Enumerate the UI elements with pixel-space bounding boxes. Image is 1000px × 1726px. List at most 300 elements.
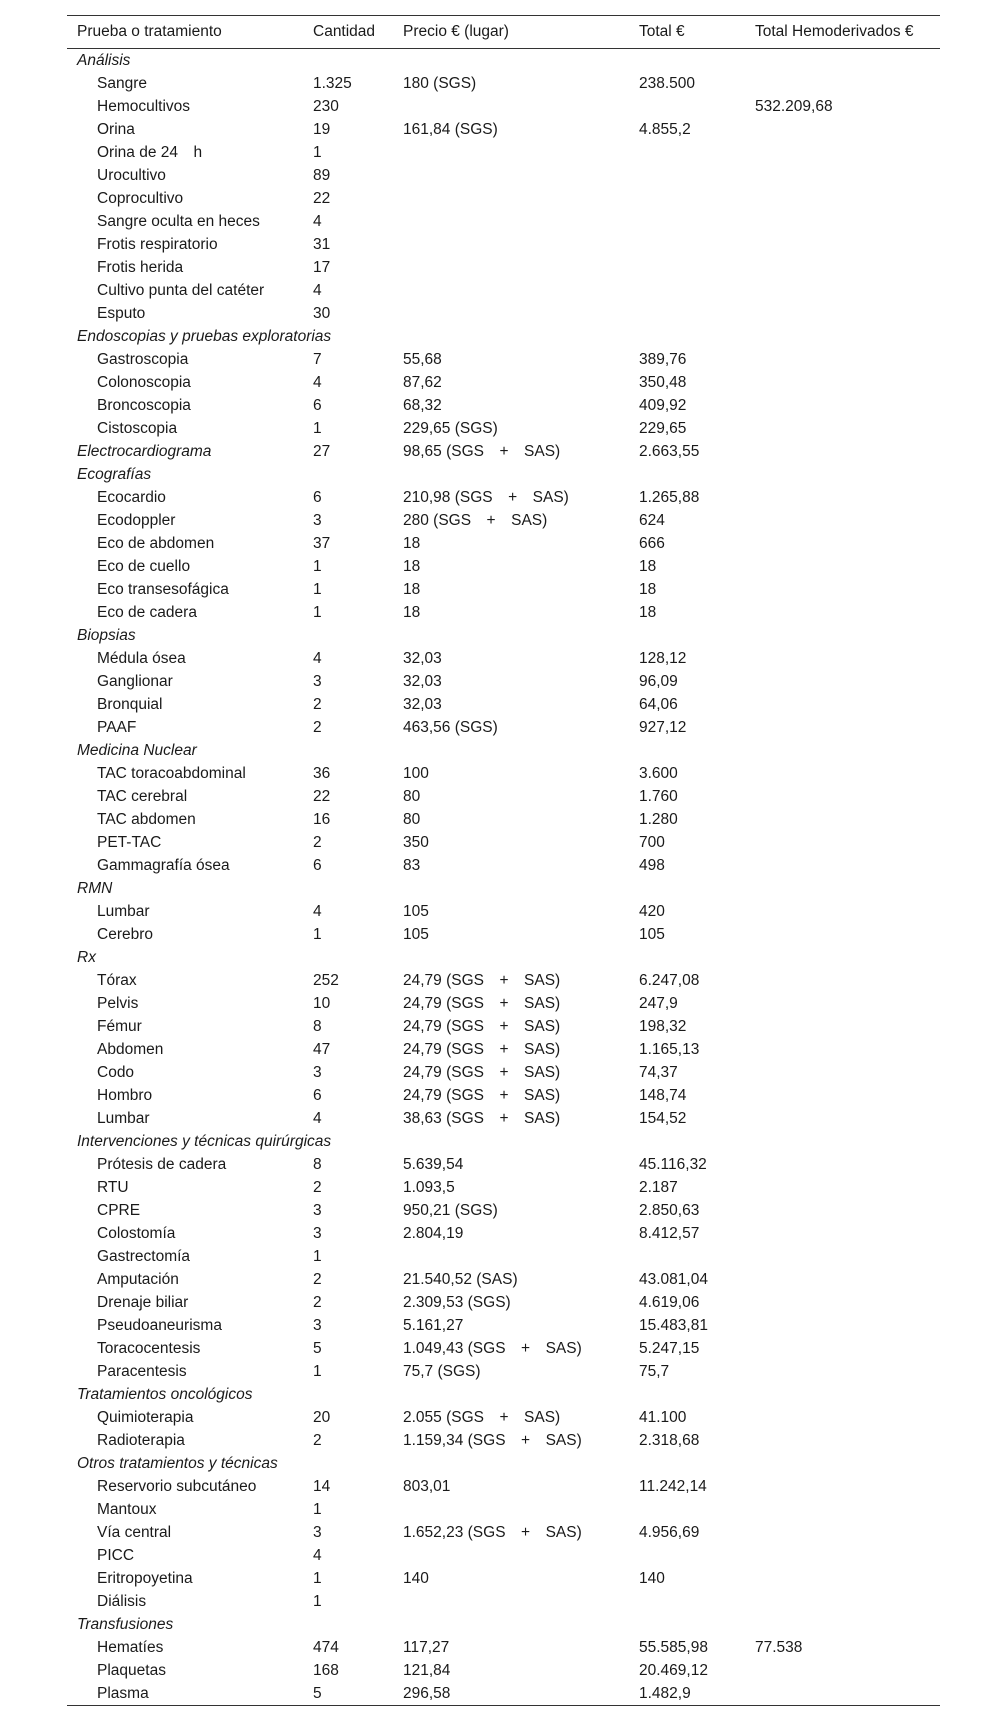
quantity-cell: 1: [313, 604, 322, 621]
total-cell: 1.280: [639, 811, 678, 828]
category-label: Endoscopias y pruebas exploratorias: [77, 328, 332, 345]
quantity-cell: 14: [313, 1478, 331, 1495]
category-row: [67, 739, 940, 762]
price-cell: 950,21 (SGS): [403, 1202, 498, 1219]
total-cell: 229,65: [639, 420, 687, 437]
price-cell: 2.804,19: [403, 1225, 464, 1242]
table-row: [67, 486, 940, 509]
test-name: Frotis herida: [97, 259, 184, 276]
table-row: [67, 1590, 940, 1613]
hemoderivados-cell: [745, 601, 940, 624]
quantity-cell: 2: [313, 1271, 322, 1288]
total-cell: [629, 256, 745, 279]
quantity-cell: 3: [313, 673, 322, 690]
hemoderivados-cell: [745, 1245, 940, 1268]
test-name: Lumbar: [97, 903, 150, 920]
category-row: [67, 1452, 940, 1475]
total-cell: 927,12: [639, 719, 687, 736]
category-row: [67, 325, 940, 348]
quantity-cell: 5: [313, 1685, 322, 1702]
test-name: Hemocultivos: [97, 98, 191, 115]
total-cell: 2.187: [639, 1179, 678, 1196]
total-cell: 2.850,63: [639, 1202, 700, 1219]
header-quantity: Cantidad: [313, 23, 376, 40]
price-cell: 18: [403, 558, 421, 575]
table-row: [67, 900, 940, 923]
test-name: Broncoscopia: [97, 397, 191, 414]
price-cell: 296,58: [403, 1685, 451, 1702]
hemoderivados-cell: [745, 532, 940, 555]
hemoderivados-cell: [745, 1222, 940, 1245]
quantity-cell: 36: [313, 765, 331, 782]
total-cell: 6.247,08: [639, 972, 700, 989]
table-row: [67, 1061, 940, 1084]
total-cell: 55.585,98: [639, 1639, 708, 1656]
test-name: Amputación: [97, 1271, 179, 1288]
quantity-cell: 1: [313, 581, 322, 598]
test-name: Eco de cadera: [97, 604, 197, 621]
category-label: Tratamientos oncológicos: [77, 1386, 253, 1403]
test-name: TAC toracoabdominal: [97, 765, 246, 782]
total-cell: 666: [639, 535, 665, 552]
quantity-cell: 2: [313, 834, 322, 851]
test-name: RTU: [97, 1179, 129, 1196]
hemoderivados-cell: [745, 417, 940, 440]
price-cell: 80: [403, 811, 421, 828]
table-body: [67, 49, 940, 1706]
hemoderivados-cell: [745, 1429, 940, 1452]
test-name: Diálisis: [97, 1593, 147, 1610]
table-row: [67, 1291, 940, 1314]
total-cell: 43.081,04: [639, 1271, 708, 1288]
table-row: [67, 141, 940, 164]
cost-table-container: [67, 15, 940, 1706]
header-test: Prueba o tratamiento: [77, 23, 222, 40]
hemoderivados-cell: [745, 348, 940, 371]
table-row: [67, 831, 940, 854]
hemoderivados-cell: [745, 969, 940, 992]
hemoderivados-cell: [745, 670, 940, 693]
category-row: [67, 49, 940, 73]
table-row: [67, 72, 940, 95]
hemoderivados-cell: [745, 1590, 940, 1613]
table-row: [67, 1544, 940, 1567]
hemoderivados-cell: [745, 164, 940, 187]
price-cell: 24,79 (SGS + SAS): [403, 972, 561, 989]
category-label: Ecografías: [77, 466, 152, 483]
quantity-cell: 17: [313, 259, 331, 276]
table-row: [67, 164, 940, 187]
quantity-cell: 1: [313, 558, 322, 575]
total-cell: [629, 279, 745, 302]
price-cell: 2.309,53 (SGS): [403, 1294, 511, 1311]
table-row: [67, 233, 940, 256]
total-cell: 20.469,12: [639, 1662, 708, 1679]
quantity-cell: 6: [313, 397, 322, 414]
price-cell: 18: [403, 604, 421, 621]
price-cell: 75,7 (SGS): [403, 1363, 481, 1380]
test-name: Pelvis: [97, 995, 139, 1012]
total-cell: 4.619,06: [639, 1294, 700, 1311]
price-cell: [393, 1590, 629, 1613]
quantity-cell: 1: [313, 1501, 322, 1518]
hemoderivados-cell: [745, 118, 940, 141]
quantity-cell: 2: [313, 1179, 322, 1196]
table-row: [67, 923, 940, 946]
test-name: Eritropoyetina: [97, 1570, 193, 1587]
quantity-cell: 89: [313, 167, 331, 184]
table-row: [67, 532, 940, 555]
hemoderivados-cell: [745, 1291, 940, 1314]
price-cell: 100: [403, 765, 429, 782]
quantity-cell: 3: [313, 1317, 322, 1334]
hemoderivados-cell: [745, 302, 940, 325]
hemoderivados-cell: [745, 693, 940, 716]
hemoderivados-cell: [745, 785, 940, 808]
total-cell: 1.482,9: [639, 1685, 691, 1702]
total-cell: [629, 210, 745, 233]
category-row: [67, 946, 940, 969]
quantity-cell: 4: [313, 282, 322, 299]
total-cell: [629, 1498, 745, 1521]
price-cell: 32,03: [403, 673, 442, 690]
table-row: [67, 417, 940, 440]
total-cell: 128,12: [639, 650, 687, 667]
price-cell: 350: [403, 834, 429, 851]
category-row: [67, 1383, 940, 1406]
hemoderivados-cell: [745, 1544, 940, 1567]
hemoderivados-cell: [745, 141, 940, 164]
price-cell: 2.055 (SGS + SAS): [403, 1409, 561, 1426]
quantity-cell: 37: [313, 535, 331, 552]
quantity-cell: 1: [313, 1593, 322, 1610]
table-header: [67, 16, 940, 49]
quantity-cell: 1: [313, 1363, 322, 1380]
price-cell: 1.049,43 (SGS + SAS): [403, 1340, 582, 1357]
test-name: Ecocardio: [97, 489, 166, 506]
quantity-cell: 3: [313, 1524, 322, 1541]
table-row: [67, 187, 940, 210]
test-name: PICC: [97, 1547, 135, 1564]
category-label: RMN: [77, 880, 113, 897]
hemoderivados-cell: [745, 1337, 940, 1360]
table-row: [67, 371, 940, 394]
table-row: [67, 601, 940, 624]
hemoderivados-cell: [745, 1521, 940, 1544]
total-cell: [629, 141, 745, 164]
hemoderivados-cell: [745, 1268, 940, 1291]
total-cell: 8.412,57: [639, 1225, 700, 1242]
test-name: Quimioterapia: [97, 1409, 194, 1426]
price-cell: 24,79 (SGS + SAS): [403, 1018, 561, 1035]
total-cell: 2.318,68: [639, 1432, 700, 1449]
test-name: Mantoux: [97, 1501, 157, 1518]
test-name: Codo: [97, 1064, 135, 1081]
quantity-cell: 3: [313, 1225, 322, 1242]
price-cell: [393, 233, 629, 256]
test-name: Orina de 24 h: [97, 144, 203, 161]
quantity-cell: 16: [313, 811, 331, 828]
price-cell: 21.540,52 (SAS): [403, 1271, 518, 1288]
header-price: Precio € (lugar): [403, 23, 509, 40]
quantity-cell: 1: [313, 1570, 322, 1587]
test-name: Drenaje biliar: [97, 1294, 189, 1311]
test-name: PET-TAC: [97, 834, 162, 851]
header-hemoderivados: Total Hemoderivados €: [755, 23, 914, 40]
quantity-cell: 5: [313, 1340, 322, 1357]
category-label: Intervenciones y técnicas quirúrgicas: [77, 1133, 332, 1150]
hemoderivados-cell: [745, 923, 940, 946]
table-row: [67, 1406, 940, 1429]
test-name: Eco transesofágica: [97, 581, 229, 598]
header-total: Total €: [639, 23, 685, 40]
price-cell: [393, 95, 629, 118]
hemoderivados-cell: [745, 900, 940, 923]
hemoderivados-cell: [745, 992, 940, 1015]
table-row: [67, 1682, 940, 1706]
table-row: [67, 1521, 940, 1544]
test-name: Paracentesis: [97, 1363, 187, 1380]
category-label: Análisis: [77, 52, 131, 69]
hemoderivados-cell: [745, 1406, 940, 1429]
hemoderivados-cell: [745, 440, 940, 463]
table-row: [67, 785, 940, 808]
test-name: Lumbar: [97, 1110, 150, 1127]
quantity-cell: 2: [313, 1294, 322, 1311]
quantity-cell: 474: [313, 1639, 339, 1656]
hemoderivados-cell: [745, 1360, 940, 1383]
hemoderivados-cell: [745, 1084, 940, 1107]
hemoderivados-cell: [745, 1498, 940, 1521]
hemoderivados-cell: [745, 1314, 940, 1337]
hemoderivados-cell: [745, 716, 940, 739]
test-name: Gastroscopia: [97, 351, 189, 368]
hemoderivados-cell: [745, 831, 940, 854]
test-name: Reservorio subcutáneo: [97, 1478, 257, 1495]
price-cell: 117,27: [403, 1639, 450, 1656]
hemoderivados-cell: [745, 279, 940, 302]
category-label: Otros tratamientos y técnicas: [77, 1455, 278, 1472]
hemoderivados-cell: [745, 647, 940, 670]
price-cell: 87,62: [403, 374, 442, 391]
quantity-cell: 30: [313, 305, 331, 322]
total-cell: 11.242,14: [639, 1478, 707, 1495]
quantity-cell: 20: [313, 1409, 331, 1426]
cost-table: [67, 15, 940, 1706]
quantity-cell: 31: [313, 236, 331, 253]
total-cell: 3.600: [639, 765, 678, 782]
price-cell: 1.159,34 (SGS + SAS): [403, 1432, 582, 1449]
price-cell: 1.652,23 (SGS + SAS): [403, 1524, 582, 1541]
table-row: [67, 1475, 940, 1498]
test-name: Ganglionar: [97, 673, 173, 690]
quantity-cell: 22: [313, 788, 331, 805]
price-cell: 180 (SGS): [403, 75, 477, 92]
test-name: Eco de abdomen: [97, 535, 215, 552]
table-row: [67, 1245, 940, 1268]
test-name: Médula ósea: [97, 650, 186, 667]
test-name: Urocultivo: [97, 167, 166, 184]
total-cell: [629, 1590, 745, 1613]
total-cell: 41.100: [639, 1409, 687, 1426]
table-row: [67, 256, 940, 279]
price-cell: 5.161,27: [403, 1317, 464, 1334]
price-cell: 5.639,54: [403, 1156, 464, 1173]
hemoderivados-cell: [745, 1199, 940, 1222]
total-cell: 96,09: [639, 673, 678, 690]
table-row: [67, 210, 940, 233]
table-row: [67, 394, 940, 417]
total-cell: 18: [639, 581, 657, 598]
price-cell: 80: [403, 788, 421, 805]
total-cell: 45.116,32: [639, 1156, 707, 1173]
table-row: [67, 279, 940, 302]
price-cell: 280 (SGS + SAS): [403, 512, 548, 529]
quantity-cell: 3: [313, 1202, 322, 1219]
quantity-cell: 3: [313, 1064, 322, 1081]
category-row: [67, 624, 940, 647]
hemoderivados-cell: [745, 578, 940, 601]
table-row: [67, 1176, 940, 1199]
quantity-cell: 8: [313, 1018, 322, 1035]
price-cell: 24,79 (SGS + SAS): [403, 1087, 561, 1104]
category-label: Rx: [77, 949, 96, 966]
total-cell: [629, 1544, 745, 1567]
table-row: [67, 348, 940, 371]
test-name: Hematíes: [97, 1639, 164, 1656]
table-row: [67, 302, 940, 325]
hemoderivados-cell: [745, 808, 940, 831]
category-label: Biopsias: [77, 627, 136, 644]
quantity-cell: 1: [313, 926, 322, 943]
price-cell: [393, 141, 629, 164]
category-row: [67, 440, 940, 463]
total-cell: [629, 95, 745, 118]
quantity-cell: 6: [313, 489, 322, 506]
quantity-cell: 4: [313, 650, 322, 667]
total-cell: 18: [639, 604, 657, 621]
price-cell: [393, 1498, 629, 1521]
total-cell: [629, 233, 745, 256]
quantity-cell: 4: [313, 213, 322, 230]
quantity-cell: 6: [313, 1087, 322, 1104]
test-name: Cerebro: [97, 926, 153, 943]
quantity-cell: 4: [313, 903, 322, 920]
price-cell: 105: [403, 903, 429, 920]
table-row: [67, 670, 940, 693]
price-cell: 24,79 (SGS + SAS): [403, 1041, 561, 1058]
hemoderivados-cell: [745, 1153, 940, 1176]
hemoderivados-cell: [745, 1061, 940, 1084]
price-cell: [393, 279, 629, 302]
test-name: Gastrectomía: [97, 1248, 191, 1265]
quantity-cell: 6: [313, 857, 322, 874]
hemoderivados-cell: [745, 509, 940, 532]
table-row: [67, 1038, 940, 1061]
price-cell: 105: [403, 926, 429, 943]
test-name: Radioterapia: [97, 1432, 185, 1449]
test-name: Sangre oculta en heces: [97, 213, 260, 230]
table-row: [67, 1199, 940, 1222]
hemoderivados-cell: [745, 233, 940, 256]
test-name: Prótesis de cadera: [97, 1156, 227, 1173]
category-row: [67, 877, 940, 900]
hemoderivados-cell: [745, 1567, 940, 1590]
category-row: [67, 463, 940, 486]
table-row: [67, 1498, 940, 1521]
test-name: Bronquial: [97, 696, 163, 713]
price-cell: 83: [403, 857, 421, 874]
price-cell: 1.093,5: [403, 1179, 455, 1196]
price-cell: [393, 302, 629, 325]
table-row: [67, 1153, 940, 1176]
price-cell: [393, 164, 629, 187]
total-cell: 389,76: [639, 351, 687, 368]
hemoderivados-cell: 77.538: [755, 1639, 803, 1656]
table-row: [67, 1337, 940, 1360]
total-cell: 15.483,81: [639, 1317, 708, 1334]
table-row: [67, 808, 940, 831]
quantity-cell: 10: [313, 995, 331, 1012]
test-name: Frotis respiratorio: [97, 236, 218, 253]
table-row: [67, 762, 940, 785]
total-cell: 420: [639, 903, 665, 920]
total-cell: 4.855,2: [639, 121, 691, 138]
price-cell: 140: [403, 1570, 429, 1587]
table-row: [67, 1567, 940, 1590]
price-cell: 18: [403, 581, 421, 598]
total-cell: 624: [639, 512, 665, 529]
price-cell: [393, 256, 629, 279]
hemoderivados-cell: [745, 187, 940, 210]
hemoderivados-cell: [745, 256, 940, 279]
quantity-cell: 4: [313, 374, 322, 391]
total-cell: [629, 187, 745, 210]
table-row: [67, 1107, 940, 1130]
total-cell: 1.760: [639, 788, 678, 805]
test-name: Pseudoaneurisma: [97, 1317, 222, 1334]
price-cell: [393, 1544, 629, 1567]
total-cell: 350,48: [639, 374, 687, 391]
total-cell: 18: [639, 558, 657, 575]
table-row: [67, 854, 940, 877]
price-cell: [393, 187, 629, 210]
price-cell: 229,65 (SGS): [403, 420, 498, 437]
quantity-cell: 252: [313, 972, 339, 989]
test-name: TAC abdomen: [97, 811, 196, 828]
price-cell: 18: [403, 535, 421, 552]
price-cell: 32,03: [403, 696, 442, 713]
total-cell: 4.956,69: [639, 1524, 700, 1541]
test-name: PAAF: [97, 719, 137, 736]
price-cell: 38,63 (SGS + SAS): [403, 1110, 561, 1127]
quantity-cell: 3: [313, 512, 322, 529]
quantity-cell: 2: [313, 696, 322, 713]
hemoderivados-cell: [745, 1659, 940, 1682]
price-cell: 463,56 (SGS): [403, 719, 498, 736]
hemoderivados-cell: [745, 72, 940, 95]
total-cell: 2.663,55: [639, 443, 700, 460]
total-cell: 409,92: [639, 397, 687, 414]
price-cell: 24,79 (SGS + SAS): [403, 1064, 561, 1081]
quantity-cell: 19: [313, 121, 331, 138]
quantity-cell: 2: [313, 1432, 322, 1449]
hemoderivados-cell: [745, 394, 940, 417]
table-row: [67, 1268, 940, 1291]
table-row: [67, 1084, 940, 1107]
quantity-cell: 168: [313, 1662, 339, 1679]
test-name: Ecodoppler: [97, 512, 176, 529]
